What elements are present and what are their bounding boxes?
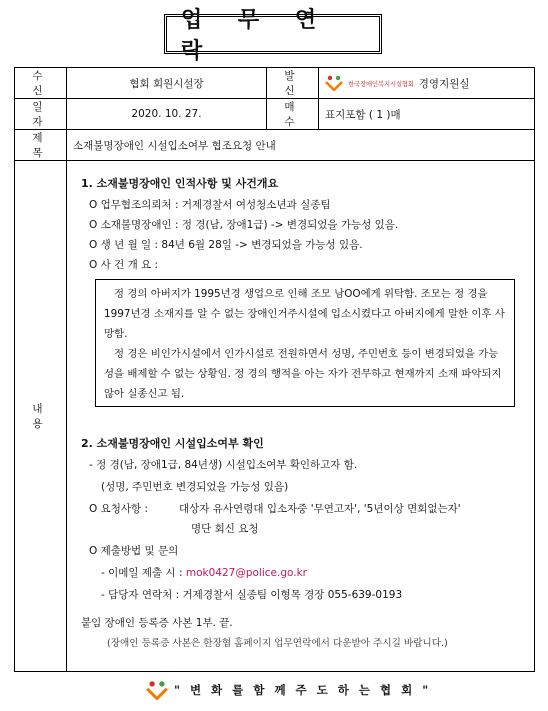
section1-heading: 1. 소재불명장애인 인적사항 및 사건개요 xyxy=(81,177,279,190)
section2-line: - 정 경(남, 장애1급, 84년생) 시설입소여부 확인하고자 함. xyxy=(89,459,358,471)
request-label: O 요청사항 : xyxy=(89,503,149,515)
email-line xyxy=(101,565,307,580)
document-title: 업 무 연 락 xyxy=(181,7,331,64)
section1-item: O 소재불명장애인 : 정 경(남, 장애1급) -> 변경되었을 가능성 있음. xyxy=(89,219,399,231)
subject-value: 소재불명장애인 시설입소여부 협조요청 안내 xyxy=(67,130,535,161)
incident-paragraph: 정 경의 아버지가 1995년경 생업으로 인해 조모 남OO에게 위탁함. 조모는 정 경을 1997년경 소재지를 알 수 없는 장애인거주시설에 입소시켰다고 아버지에게 말한 이후 사망함. xyxy=(104,288,505,340)
page-count-value: 표지포함 ( 1 )매 xyxy=(319,99,535,130)
content-label: 내 용 xyxy=(15,161,67,672)
section2-heading: 2. 소재불명장애인 시설입소여부 확인 xyxy=(81,437,264,450)
association-logo-icon xyxy=(146,680,168,700)
section1-item: O 생 년 월 일 : 84년 6월 28일 -> 변경되었을 가능성 있음. xyxy=(89,239,363,251)
email-label: - 이메일 제출 시 : xyxy=(101,567,186,579)
page-count-label: 매 수 xyxy=(267,99,319,130)
contact-line: - 담당자 연락처 : 거제경찰서 실종팀 이형목 경장 055-639-0193 xyxy=(101,589,403,601)
request-value-cont: 명단 회신 요청 xyxy=(191,523,259,535)
attachment-line: 붙임 장애인 등록증 사본 1부. 끝. xyxy=(81,617,233,629)
date-label: 일 자 xyxy=(15,99,67,130)
recipient-label: 수 신 xyxy=(15,68,67,99)
recipient-value: 협회 회원시설장 xyxy=(67,68,267,99)
incident-paragraph: 정 경은 비인가시설에서 인가시설로 전원하면서 성명, 주민번호 등이 변경되었을 가능성을 배제할 수 없는 상황임. 정 경의 행적을 아는 자가 전무하고 현재까지 소재 파악되지 않아 실종신고 됨. xyxy=(104,348,502,400)
content-cell xyxy=(67,161,535,672)
section1-item: O 업무협조의뢰처 : 거제경찰서 여성청소년과 실종팀 xyxy=(89,199,331,211)
memo-table xyxy=(14,67,535,672)
footer-slogan: " 변 화 를 함 께 주 도 하 는 협 회 " xyxy=(174,683,432,697)
subject-label: 제 목 xyxy=(15,130,67,161)
date-value: 2020. 10. 27. xyxy=(67,99,267,130)
document-title-box xyxy=(164,7,382,64)
attachment-note: (장애인 등록증 사본은 한장협 홈페이지 업무연락에서 다운받아 주시길 바랍니다.) xyxy=(107,638,448,649)
incident-summary-box xyxy=(95,279,515,407)
section1-item: O 사 건 개 요 : xyxy=(89,259,159,271)
sender-cell xyxy=(319,68,535,99)
association-name-small: 한국장애인복지시설협회 xyxy=(348,79,414,88)
association-logo-icon xyxy=(325,75,343,91)
contact-heading: O 제출방법 및 문의 xyxy=(89,545,179,557)
request-value: 대상자 유사연령대 입소자중 '무연고자', '5년이상 면회없는자' xyxy=(179,503,461,515)
sender-value: 경영지원실 xyxy=(418,77,470,90)
sender-label: 발 신 xyxy=(267,68,319,99)
email-link[interactable]: mok0427@police.go.kr xyxy=(185,567,307,579)
section2-line: (성명, 주민번호 변경되었을 가능성 있음) xyxy=(101,481,289,493)
footer-slogan-row xyxy=(146,680,431,700)
